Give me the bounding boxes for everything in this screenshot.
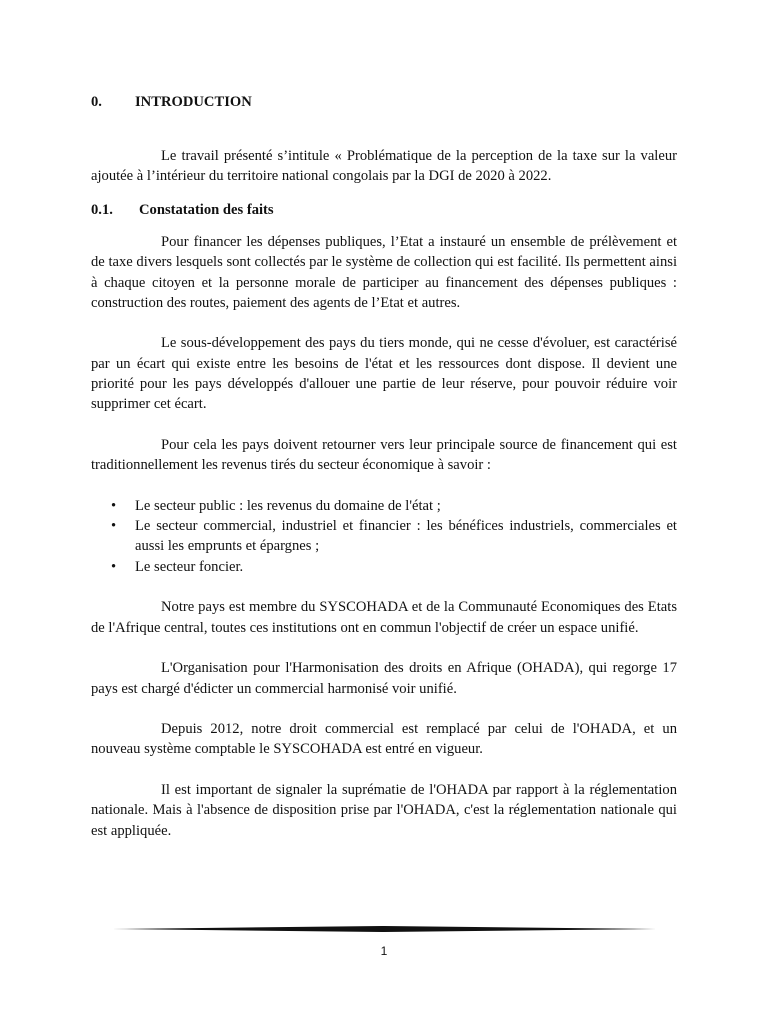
intro-paragraph: Le travail présenté s’intitule « Problématique de la perception de la taxe sur la valeur ajoutée à l’intérieur du territoire national congolais par la DGI de 2020 à 2022. [91,148,677,185]
list-item-text: Le secteur foncier. [135,558,244,575]
paragraph: Pour cela les pays doivent retourner vers leur principale source de financement qui est traditionnellement les revenus tirés du secteur économique à savoir : [91,436,677,474]
heading-title: Constatation des faits [139,202,274,218]
paragraph: Depuis 2012, notre droit commercial est remplacé par celui de l'OHADA, et un nouveau système comptable le SYSCOHADA est entré en vigueur. [91,721,677,758]
page-number: 1 [380,944,388,958]
list-item-text: Le secteur commercial, industriel et financier : les bénéfices industriels, commerciales et aussi les emprunts et épargnes ; [135,518,677,555]
list-item [91,516,677,557]
list-item [91,557,677,577]
heading-number: 0. [91,94,102,110]
paragraph: Le sous-développement des pays du tiers monde, qui ne cesse d'évoluer, est caractérisé par un écart qui existe entre les besoins de l'état et les ressources dont dispose. Il devient une priorité pour les pays développés d'allouer une partie de leur réserve, pour pouvoir réduire voir supprimer cet écart. [91,335,677,413]
bullet-list [91,496,677,577]
footer-divider [112,926,656,932]
paragraph: Pour financer les dépenses publiques, l’Etat a instauré un ensemble de prélèvement et de taxe divers lesquels sont collectés par le système de collection qui est facilité. Ils permettent ainsi à chaque citoyen et la personne morale de participer au financement des dépenses publiques : construction des routes, paiement des agents de l’Etat et autres. [91,234,677,311]
intro-block [91,146,677,187]
list-item [91,496,677,516]
section-body [91,232,677,861]
heading-introduction [91,92,677,112]
paragraph: L'Organisation pour l'Harmonisation des droits en Afrique (OHADA), qui regorge 17 pays est chargé d'édicter un commercial harmonisé voir unifié. [91,660,677,697]
bullet-icon: • [111,558,117,575]
heading-title: INTRODUCTION [135,94,252,110]
paragraph: Il est important de signaler la suprématie de l'OHADA par rapport à la réglementation nationale. Mais à l'absence de disposition prise par l'OHADA, c'est la réglementation nationale qui est appliquée. [91,782,677,839]
list-item-text: Le secteur public : les revenus du domaine de l'état ; [135,497,441,514]
bullet-icon: • [111,518,117,535]
paragraph: Notre pays est membre du SYSCOHADA et de la Communauté Economiques des Etats de l'Afrique central, toutes ces institutions ont en commun l'objectif de créer un espace unifié. [91,599,677,636]
heading-number: 0.1. [91,202,113,218]
bullet-icon: • [111,497,117,514]
heading-constatation [91,200,677,220]
